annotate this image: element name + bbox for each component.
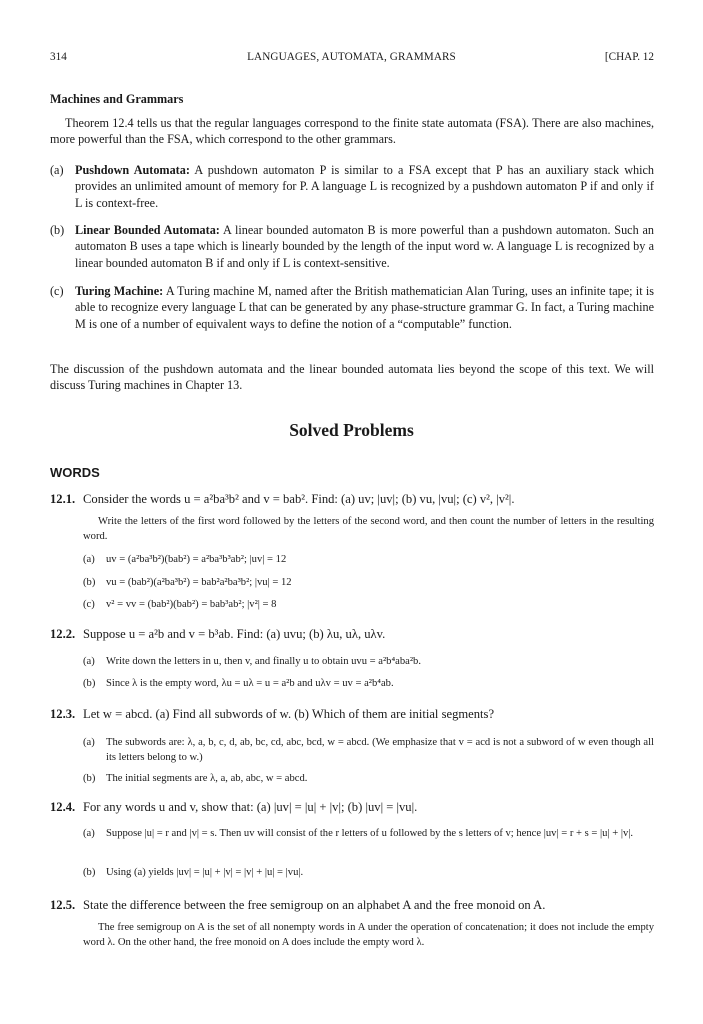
solution-item (83, 826, 654, 841)
solution-item (83, 771, 654, 786)
solution-text: Using (a) yields |uv| = |u| + |v| = |v| + |u| = |vu|. (106, 867, 304, 878)
item-label: (a) (50, 163, 64, 177)
problem-note: Write the letters of the first word followed by the letters of the second word, and then count the number of letters in the resulting word. (83, 516, 654, 542)
running-title: LANGUAGES, AUTOMATA, GRAMMARS (247, 51, 456, 63)
machines-heading: Machines and Grammars (50, 92, 184, 106)
machines-intro: Theorem 12.4 tells us that the regular languages correspond to the finite state automata (FSA). There are also machines, more powerful than the FSA, which correspond to the other grammars. (50, 116, 654, 147)
item-text: A linear bounded automaton B is more powerful than a pushdown automaton. Such an automaton B uses a tape which is linearly bounded by the length of the input word w. A language L is recognized by a linear bounded automaton B if and only if L is context-sensitive. (75, 223, 654, 270)
machine-item-linear-bounded (50, 222, 654, 271)
solution-label: (a) (83, 554, 95, 565)
solution-label: (a) (83, 737, 95, 748)
machine-item-turing (50, 283, 654, 332)
chapter-label: [CHAP. 12 (604, 51, 654, 63)
problem-number: 12.4. (50, 800, 76, 814)
subsection-heading: WORDS (50, 465, 100, 480)
item-text: A Turing machine M, named after the British mathematician Alan Turing, uses an infinite tape; it is able to recognize every language L that can be generated by any phase-structure grammar G. In fact, a Turing machine M is one of a number of equivalent ways to define the notion of a “computable” function. (75, 284, 655, 331)
solution-label: (b) (83, 867, 96, 878)
solution-text: uv = (a²ba³b²)(bab²) = a²ba³b³ab²; |uv| = 12 (106, 554, 287, 565)
solution-item (83, 597, 654, 612)
problem-12-1 (50, 491, 654, 507)
problem-number: 12.2. (50, 627, 76, 641)
problem-12-4 (50, 799, 654, 815)
solution-item (83, 575, 654, 590)
problem-12-5 (50, 897, 654, 913)
problem-12-3 (50, 706, 654, 722)
section-title: Solved Problems (289, 420, 414, 440)
problem-number: 12.3. (50, 707, 76, 721)
solution-text: Since λ is the empty word, λu = uλ = u = a²b and uλv = uv = a²b⁴ab. (106, 678, 394, 689)
problem-number: 12.5. (50, 898, 76, 912)
problem-text: Suppose u = a²b and v = b³ab. Find: (a) uvu; (b) λu, uλ, uλv. (83, 627, 386, 641)
item-text: A pushdown automaton P is similar to a FSA except that P has an auxiliary stack which provides an unlimited amount of memory for P. A language L is recognized by a pushdown automaton P if and only if L is context-free. (75, 163, 654, 210)
item-term: Turing Machine: (75, 284, 164, 298)
page-number: 314 (50, 51, 67, 63)
item-label: (c) (50, 284, 64, 298)
problem-text: For any words u and v, show that: (a) |uv| = |u| + |v|; (b) |uv| = |vu|. (83, 800, 418, 814)
solution-item (83, 654, 654, 669)
solution-text: The subwords are: λ, a, b, c, d, ab, bc, cd, abc, bcd, w = abcd. (We emphasize that v = acd is not a subword of w even though all its letters belong to w.) (106, 737, 654, 763)
solution-text: Write down the letters in u, then v, and finally u to obtain uvu = a²b⁴aba²b. (106, 656, 421, 667)
machine-item-pushdown (50, 162, 654, 211)
item-term: Linear Bounded Automata: (75, 223, 220, 237)
solution-item (83, 865, 654, 880)
solution-label: (b) (83, 773, 96, 784)
solution-label: (c) (83, 599, 95, 610)
solution-item (83, 735, 654, 765)
problem-note: The free semigroup on A is the set of all nonempty words in A under the operation of concatenation; it does not include the empty word λ. On the other hand, the free monoid on A does include the empty word λ. (83, 922, 654, 948)
solution-text: Suppose |u| = r and |v| = s. Then uv will consist of the r letters of u followed by the s letters of v; hence |uv| = r + s = |u| + |v|. (106, 828, 634, 839)
solution-item (83, 552, 654, 567)
solution-item (83, 676, 654, 691)
problem-12-2 (50, 626, 654, 642)
problem-text: State the difference between the free semigroup on an alphabet A and the free monoid on A. (83, 898, 546, 912)
solution-label: (b) (83, 577, 96, 588)
machines-closing: The discussion of the pushdown automata and the linear bounded automata lies beyond the scope of this text. We will discuss Turing machines in Chapter 13. (50, 362, 654, 393)
item-term: Pushdown Automata: (75, 163, 190, 177)
solution-label: (a) (83, 828, 95, 839)
solution-label: (a) (83, 656, 95, 667)
solution-text: vu = (bab²)(a²ba³b²) = bab²a²ba³b²; |vu| = 12 (106, 577, 292, 588)
problem-text: Consider the words u = a²ba³b² and v = bab². Find: (a) uv; |uv|; (b) vu, |vu|; (c) v², |v²|. (83, 492, 515, 506)
item-label: (b) (50, 223, 65, 237)
problem-number: 12.1. (50, 492, 76, 506)
solution-text: The initial segments are λ, a, ab, abc, w = abcd. (106, 773, 308, 784)
solution-text: v² = vv = (bab²)(bab²) = bab³ab²; |v²| = 8 (106, 599, 277, 610)
solution-label: (b) (83, 678, 96, 689)
problem-text: Let w = abcd. (a) Find all subwords of w. (b) Which of them are initial segments? (83, 707, 495, 721)
